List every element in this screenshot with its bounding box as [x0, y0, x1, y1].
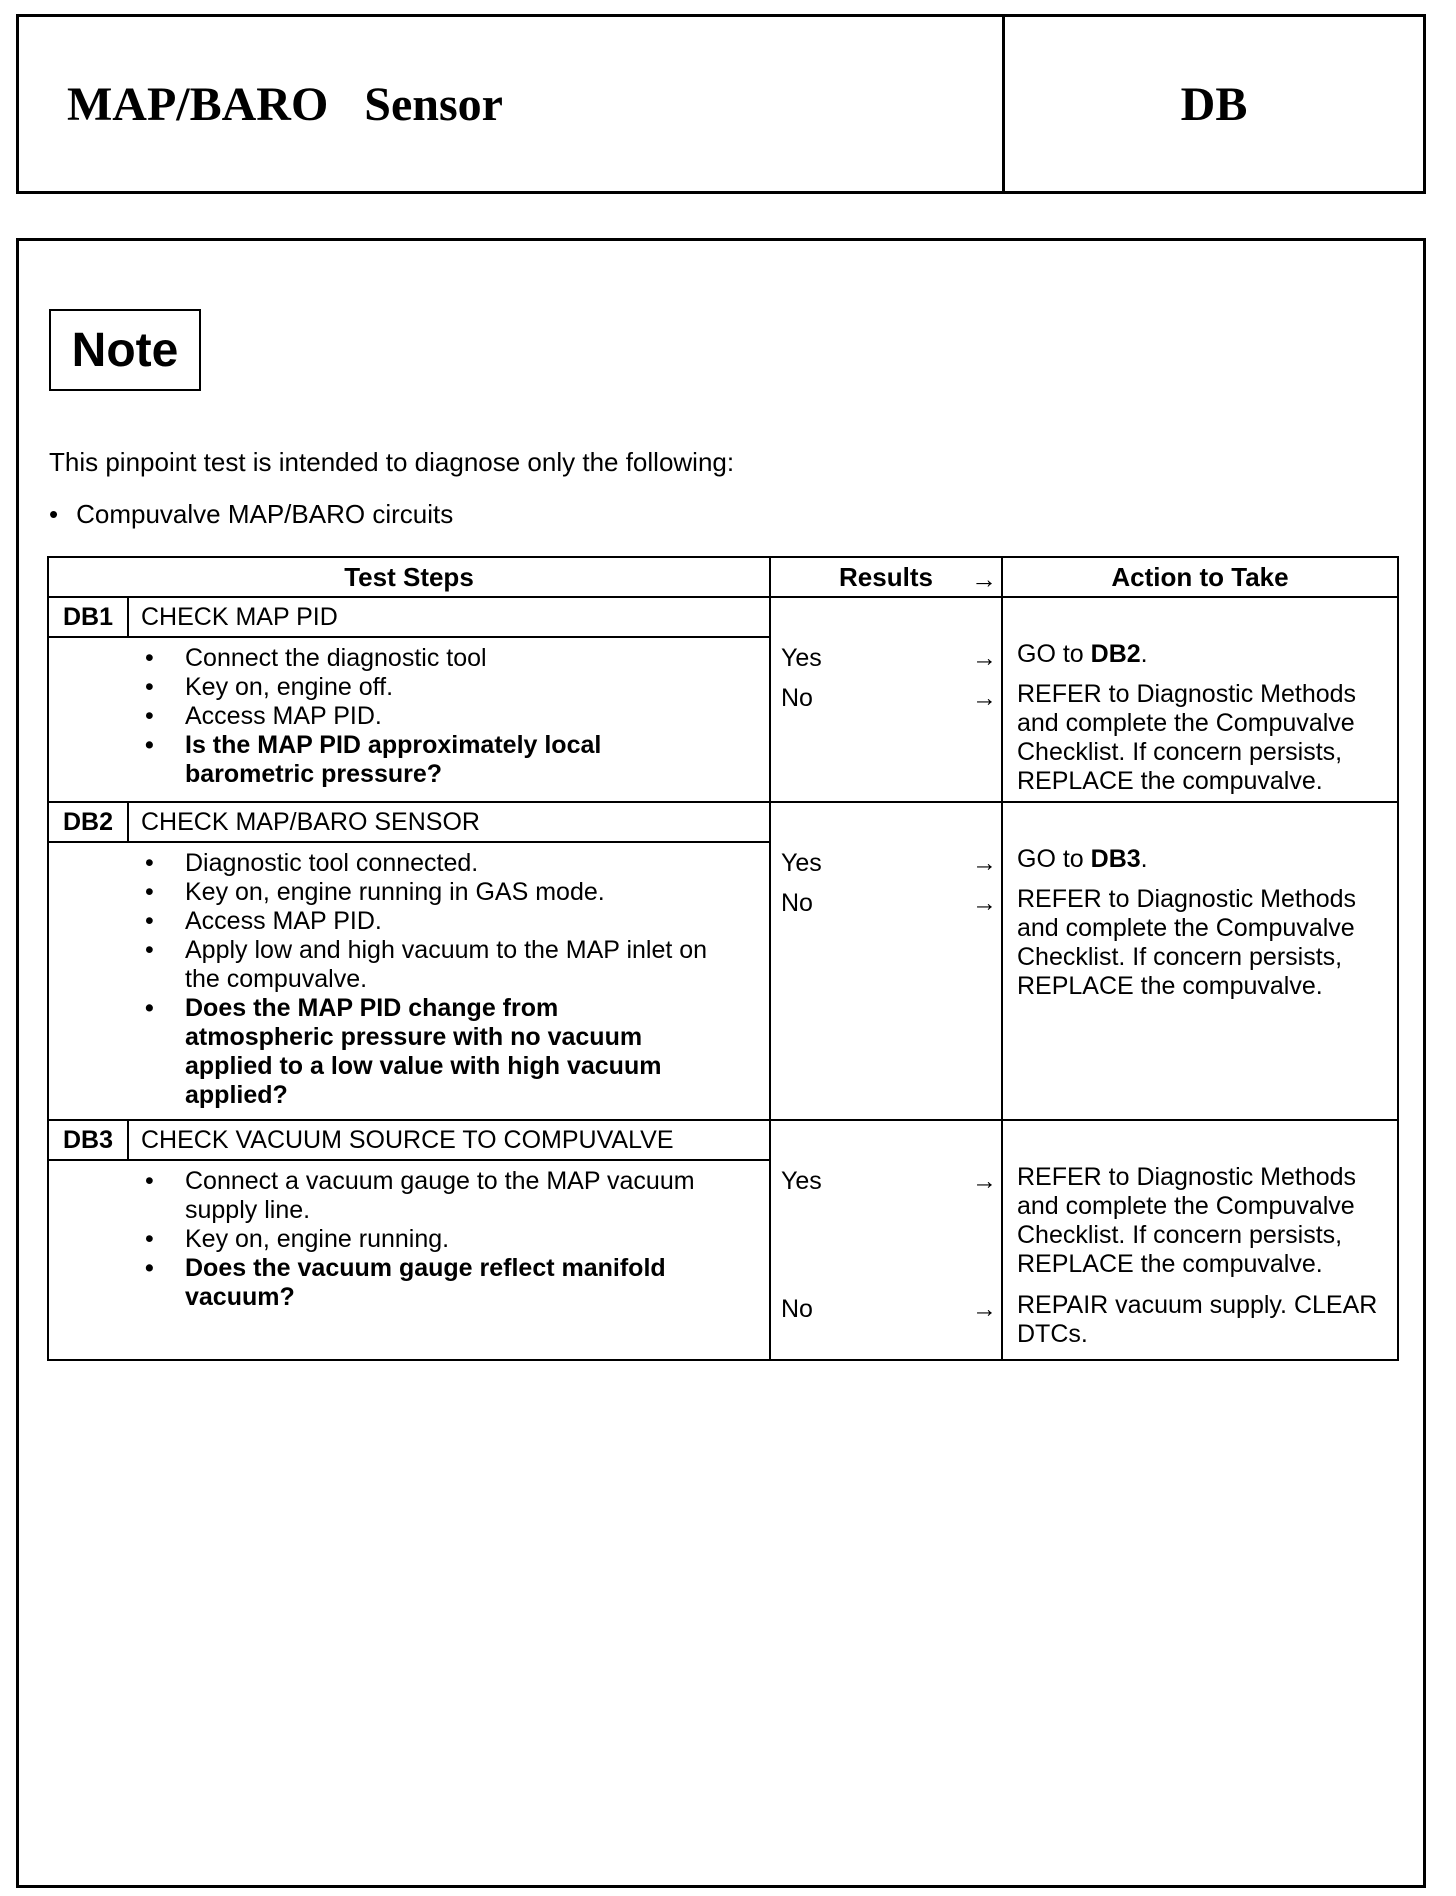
table-header-row — [48, 557, 1398, 597]
result-cell-db1 — [770, 597, 1002, 802]
result-yes: Yes — [781, 644, 822, 672]
step-question: • Does the MAP PID change from atmospheric pressure with no vacuum applied to a low value with high vacuum applied? — [185, 994, 705, 1110]
step-item: • Key on, engine running. — [185, 1225, 769, 1254]
step-cell-db1 — [48, 597, 770, 802]
action-text: REFER to Diagnostic Methods and complete the Compuvalve Checklist. If concern persists, REPLACE the compuvalve. — [1017, 1163, 1357, 1278]
step-item: • Access MAP PID. — [185, 702, 769, 731]
note-bullet-text: Compuvalve MAP/BARO circuits — [76, 499, 454, 529]
col-results — [770, 557, 1002, 597]
main-content — [16, 238, 1426, 1888]
arrow-icon: → — [972, 1167, 997, 1195]
col-action: Action to Take — [1002, 557, 1398, 597]
result-cell-db3 — [770, 1120, 1002, 1360]
step-id: DB2 — [49, 803, 129, 841]
note-intro: This pinpoint test is intended to diagnose only the following: — [49, 447, 735, 477]
action-cell-db3 — [1002, 1120, 1398, 1360]
step-question: • Is the MAP PID approximately local barometric pressure? — [185, 731, 645, 789]
action-ref: DB2 — [1090, 640, 1141, 668]
action-cell-db1 — [1002, 597, 1398, 802]
step-question: • Does the vacuum gauge reflect manifold vacuum? — [185, 1254, 705, 1312]
action-text: REFER to Diagnostic Methods and complete the Compuvalve Checklist. If concern persists, REPLACE the compuvalve. — [1017, 680, 1357, 795]
arrow-icon: → — [971, 564, 997, 594]
page-title: MAP/BARO Sensor — [19, 17, 1005, 191]
action-text: GO to — [1017, 845, 1091, 873]
result-no: No — [781, 684, 813, 712]
step-item: • Connect a vacuum gauge to the MAP vacuum supply line. — [185, 1167, 745, 1225]
step-item: • Access MAP PID. — [185, 907, 769, 936]
result-no: No — [781, 889, 813, 917]
action-text: REFER to Diagnostic Methods and complete the Compuvalve Checklist. If concern persists, REPLACE the compuvalve. — [1017, 885, 1357, 1000]
step-cell-db2 — [48, 802, 770, 1120]
result-no: No — [781, 1295, 813, 1323]
action-text: . — [1140, 845, 1148, 873]
step-title: CHECK MAP PID — [141, 602, 338, 631]
result-yes: Yes — [781, 1167, 822, 1195]
table-row — [48, 802, 1398, 1120]
arrow-icon: → — [972, 644, 997, 672]
table-row — [48, 1120, 1398, 1360]
step-id: DB1 — [49, 598, 129, 636]
pinpoint-test-table — [47, 556, 1399, 1361]
step-title: CHECK VACUUM SOURCE TO COMPUVALVE — [141, 1125, 674, 1154]
page-header — [16, 14, 1426, 194]
arrow-icon: → — [972, 849, 997, 877]
step-item: • Key on, engine off. — [185, 673, 769, 702]
arrow-icon: → — [972, 684, 997, 712]
step-id: DB3 — [49, 1121, 129, 1159]
action-text: GO to — [1017, 640, 1091, 668]
result-cell-db2 — [770, 802, 1002, 1120]
note-label: Note — [49, 309, 201, 391]
note-bullet: • Compuvalve MAP/BARO circuits — [49, 499, 454, 529]
section-code: DB — [1180, 77, 1248, 131]
result-yes: Yes — [781, 849, 822, 877]
action-ref: DB3 — [1090, 845, 1141, 873]
step-item: • Apply low and high vacuum to the MAP inlet on the compuvalve. — [185, 936, 745, 994]
step-item: • Key on, engine running in GAS mode. — [185, 878, 769, 907]
arrow-icon: → — [972, 1295, 997, 1323]
arrow-icon: → — [972, 889, 997, 917]
step-item: • Diagnostic tool connected. — [185, 849, 769, 878]
table-row — [48, 597, 1398, 802]
action-text: REPAIR vacuum supply. CLEAR DTCs. — [1017, 1291, 1378, 1348]
col-results-label: Results — [839, 561, 933, 592]
action-text: . — [1140, 640, 1148, 668]
step-title: CHECK MAP/BARO SENSOR — [141, 807, 480, 836]
col-test-steps: Test Steps — [48, 557, 770, 597]
step-item: • Connect the diagnostic tool — [185, 644, 769, 673]
step-cell-db3 — [48, 1120, 770, 1360]
action-cell-db2 — [1002, 802, 1398, 1120]
